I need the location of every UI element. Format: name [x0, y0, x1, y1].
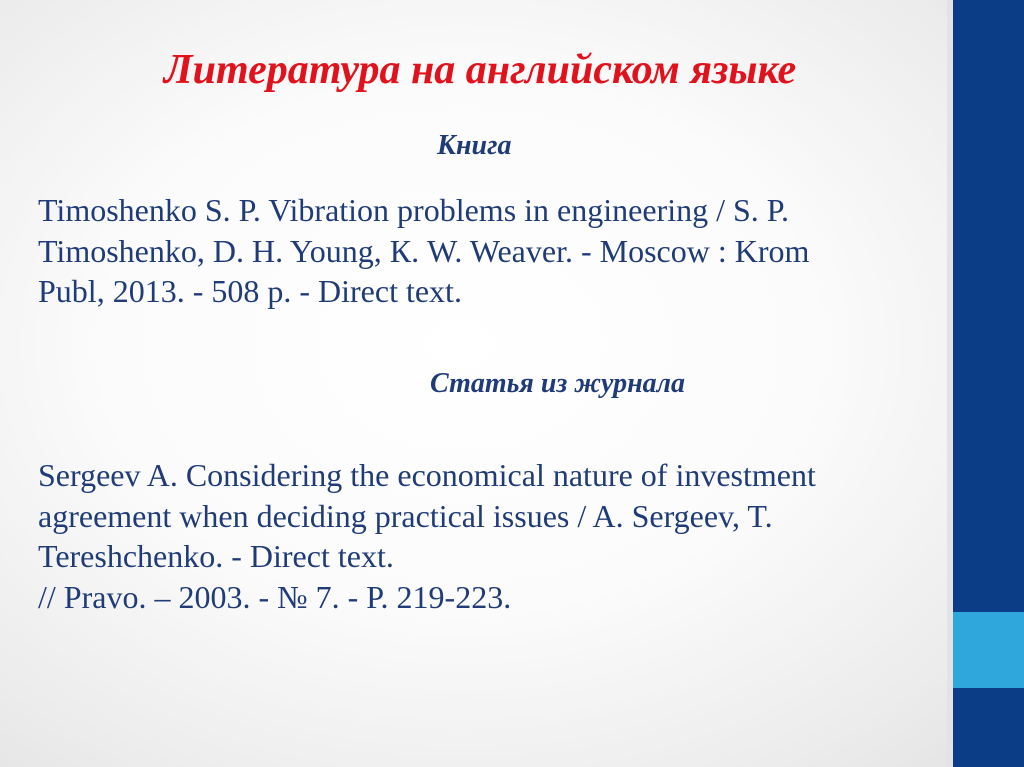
article-reference-line: agreement when deciding practical issues / A. Sergeev, T. — [38, 497, 773, 534]
side-accent-block — [953, 612, 1024, 688]
book-reference-line: Publ, 2013. - 508 p. - Direct text. — [38, 273, 462, 309]
article-reference-line: Sergeev A. Considering the economical nature of investment — [38, 457, 816, 493]
article-reference — [38, 455, 943, 617]
book-reference — [38, 190, 943, 312]
book-heading: Книга — [437, 130, 512, 161]
article-reference-line: Tereshchenko. - Direct text. — [38, 538, 394, 574]
article-reference-line: // Pravo. – 2003. - № 7. - P. 219-223. — [38, 578, 512, 615]
slide-title: Литература на английском языке — [163, 47, 797, 93]
book-reference-line: Timoshenko, D. H. Young, К. W. Weaver. - Moscow : Krom — [38, 232, 810, 269]
article-heading: Статья из журнала — [430, 368, 685, 399]
book-reference-line: Timoshenko S. P. Vibration problems in engineering / S. P. — [38, 192, 790, 228]
